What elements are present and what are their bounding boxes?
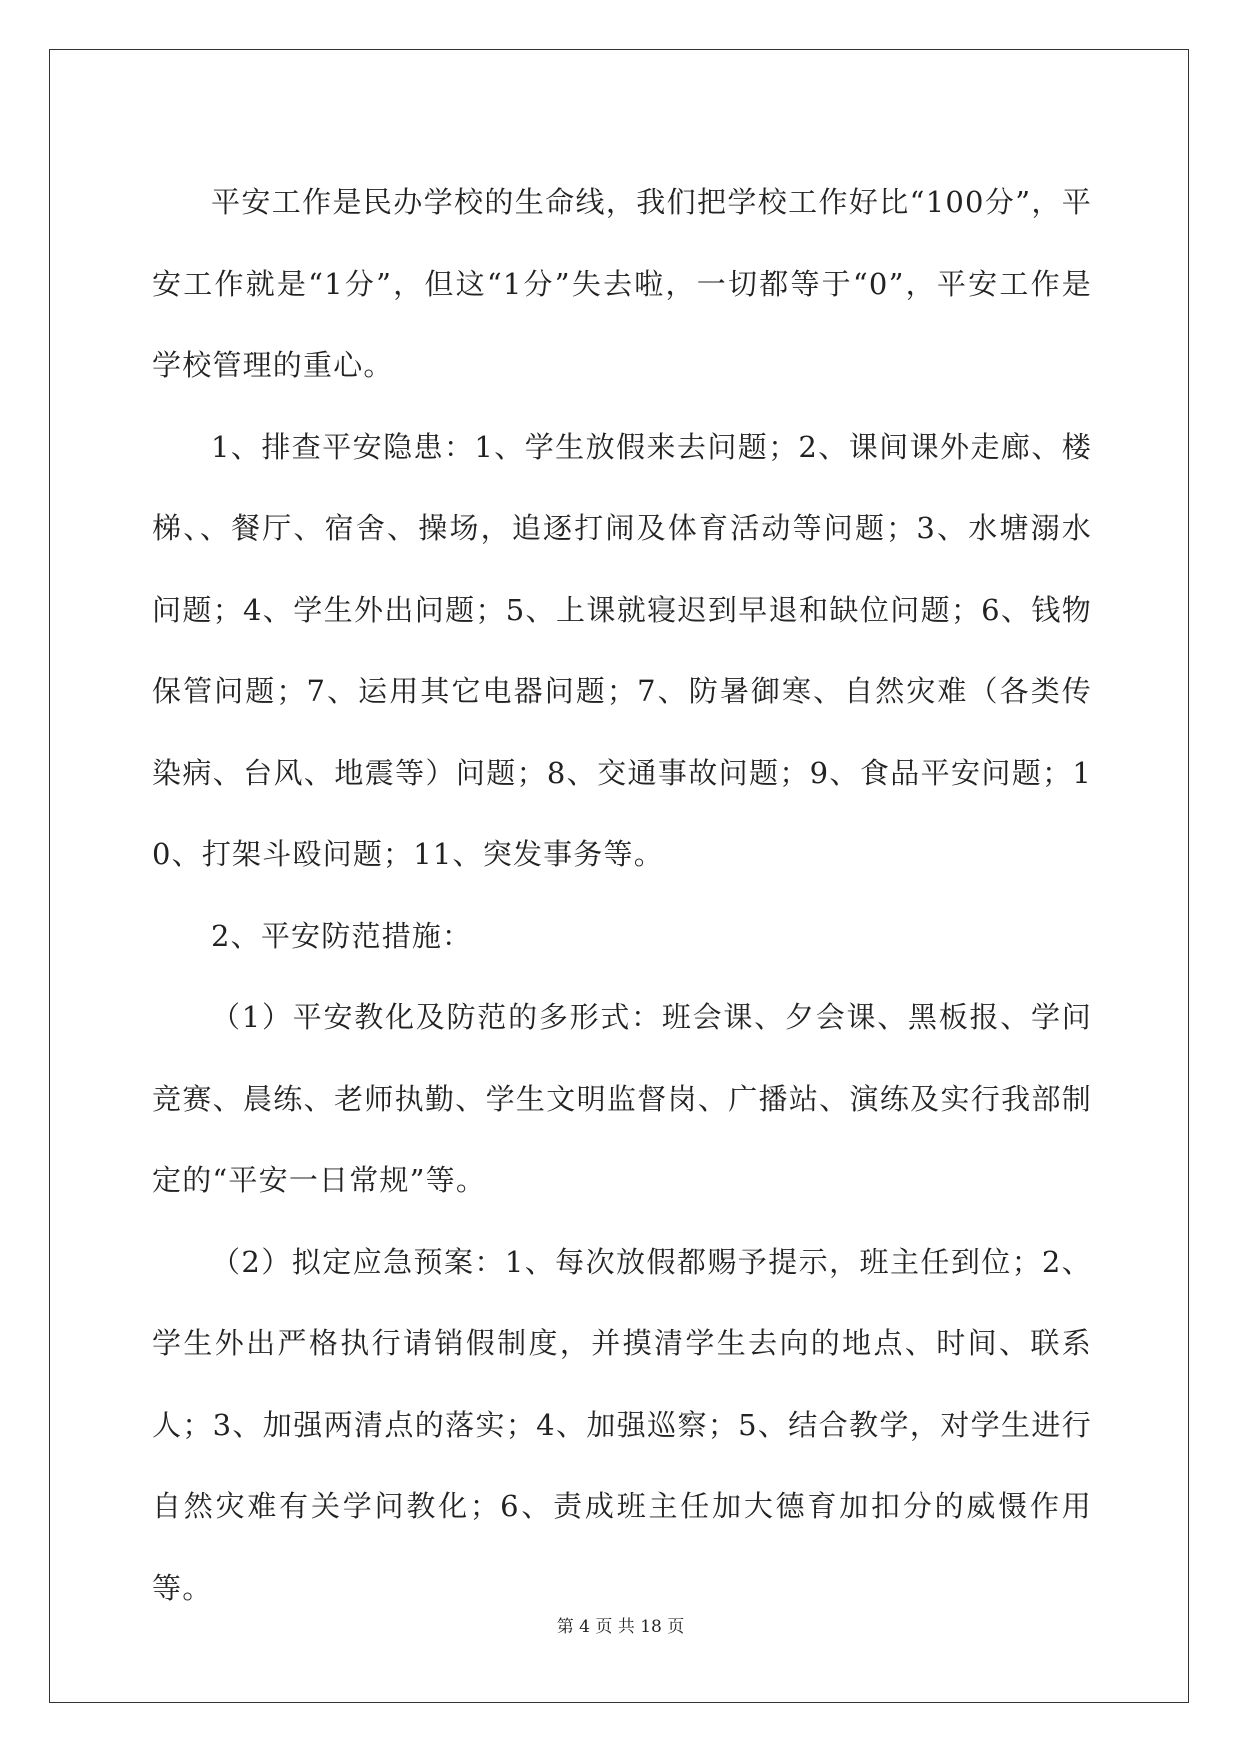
paragraph-emergency-plan: （2）拟定应急预案：1、每次放假都赐予提示，班主任到位；2、学生外出严格执行请销假制度，并摸清学生去向的地点、时间、联系人；3、加强两清点的落实；4、加强巡察；5、结合教学，对学生进行自然灾难有关学问教化；6、责成班主任加大德育加扣分的威慑作用等。 bbox=[152, 1244, 1092, 1605]
document-body bbox=[152, 162, 1092, 1629]
paragraph-intro: 平安工作是民办学校的生命线，我们把学校工作好比“100分”，平安工作就是“1分”，但这“1分”失去啦，一切都等于“0”，平安工作是学校管理的重心。 bbox=[152, 185, 1092, 382]
paragraph-education-forms: （1）平安教化及防范的多形式：班会课、夕会课、黑板报、学问竞赛、晨练、老师执勤、学生文明监督岗、广播站、演练及实行我部制定的“平安一日常规”等。 bbox=[152, 1000, 1092, 1197]
paragraph-hazards: 1、排查平安隐患：1、学生放假来去问题；2、课间课外走廊、楼梯、、餐厅、宿舍、操场，追逐打闹及体育活动等问题；3、水塘溺水问题；4、学生外出问题；5、上课就寝迟到早退和缺位问题；6、钱物保管问题；7、运用其它电器问题；7、防暑御寒、自然灾难（各类传染病、台风、地震等）问题；8、交通事故问题；9、食品平安问题；10、打架斗殴问题；11、突发事务等。 bbox=[152, 429, 1092, 871]
page-number-footer: 第 4 页 共 18 页 bbox=[556, 1617, 685, 1637]
paragraph-measures-heading: 2、平安防范措施： bbox=[211, 918, 473, 953]
